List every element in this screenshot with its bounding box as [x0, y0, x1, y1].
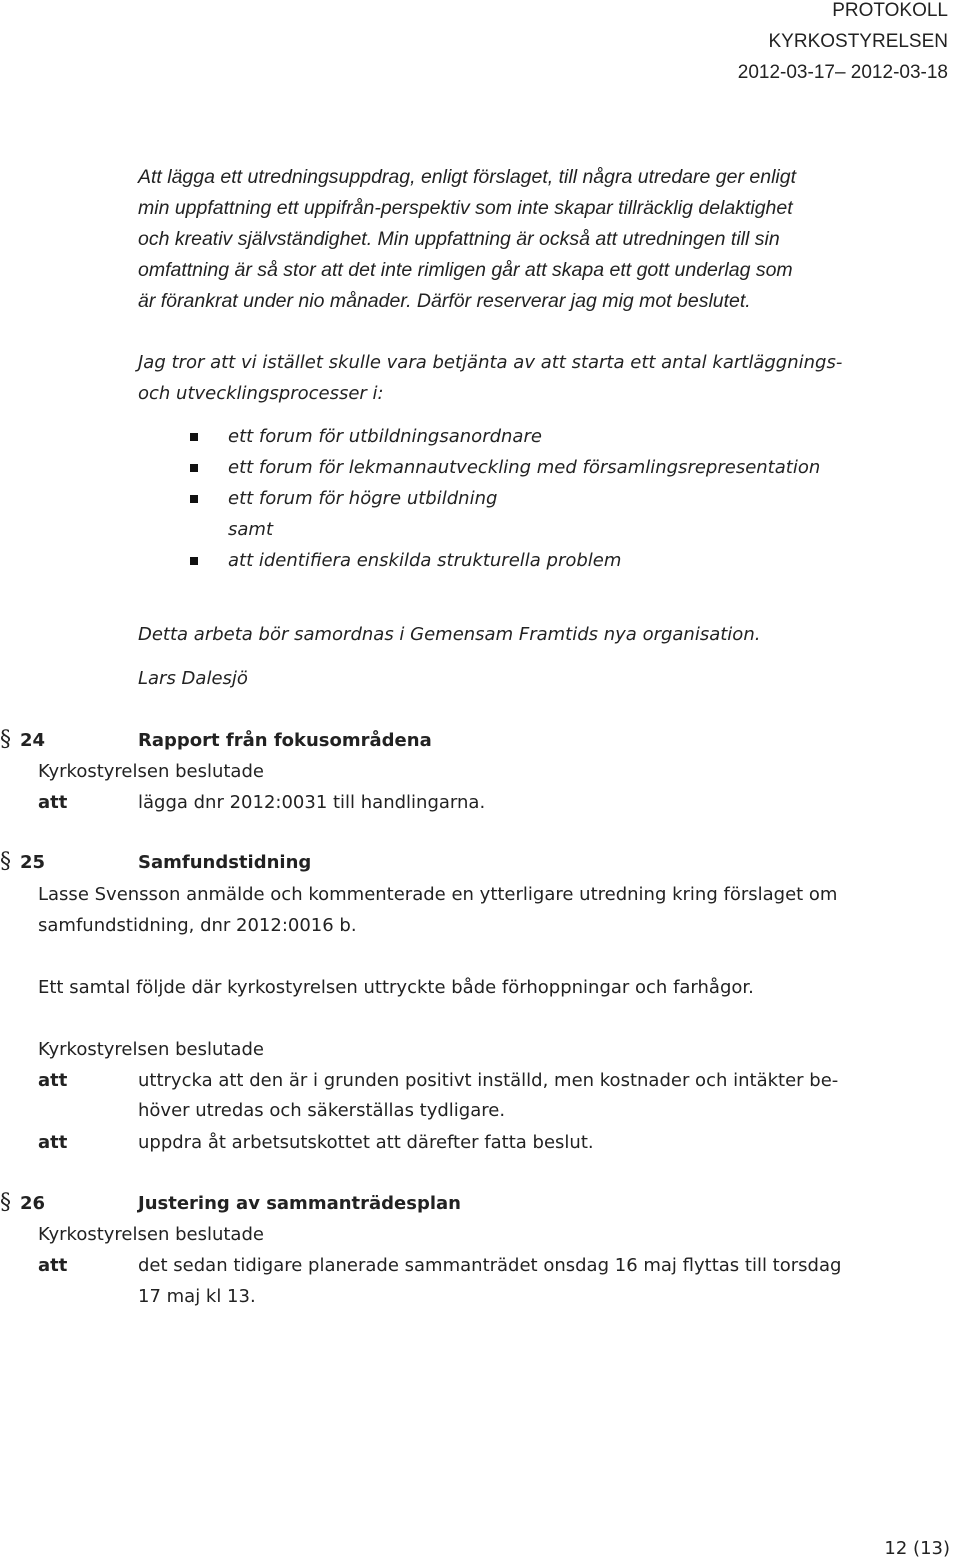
decision-text: 17 maj kl 13.	[138, 1286, 256, 1307]
section-number: 26	[20, 1193, 46, 1214]
reservation-line: och kreativ självständighet. Min uppfattning är också att utredningen till sin	[138, 228, 780, 250]
section-number: 25	[20, 852, 46, 873]
coordination-note: Detta arbeta bör samordnas i Gemensam Framtids nya organisation.	[138, 624, 761, 645]
att-label: att	[38, 1070, 68, 1091]
proposal-line: och utvecklingsprocesser i:	[138, 383, 384, 404]
bullet-marker	[190, 433, 198, 441]
intro-line: samfundstidning, dnr 2012:0016 b.	[38, 915, 357, 936]
section-title: Samfundstidning	[138, 852, 312, 873]
section-symbol: §	[0, 727, 11, 752]
signature: Lars Dalesjö	[138, 668, 248, 689]
bullet-item: ett forum för lekmannautveckling med församlingsrepresentation	[228, 457, 821, 478]
bullet-marker	[190, 557, 198, 565]
reservation-line: är förankrat under nio månader. Därför reserverar jag mig mot beslutet.	[138, 290, 751, 312]
decided-label: Kyrkostyrelsen beslutade	[38, 1039, 264, 1060]
decision-text: höver utredas och säkerställas tydligare.	[138, 1100, 506, 1121]
att-label: att	[38, 792, 68, 813]
reservation-line: Att lägga ett utredningsuppdrag, enligt förslaget, till några utredare ger enligt	[138, 166, 797, 188]
att-label: att	[38, 1255, 68, 1276]
bullet-item: ett forum för utbildningsanordnare	[228, 426, 542, 447]
section-symbol: §	[0, 1190, 11, 1215]
reservation-line: omfattning är så stor att det inte rimligen går att skapa ett gott underlag som	[138, 259, 793, 281]
bullet-item: att identifiera enskilda strukturella problem	[228, 550, 622, 571]
connector-text: samt	[228, 519, 273, 540]
decision-text: uttrycka att den är i grunden positivt inställd, men kostnader och intäkter be-	[138, 1070, 839, 1091]
discussion-text: Ett samtal följde där kyrkostyrelsen uttryckte både förhoppningar och farhågor.	[38, 977, 754, 998]
decided-label: Kyrkostyrelsen beslutade	[38, 1224, 264, 1245]
decision-text: lägga dnr 2012:0031 till handlingarna.	[138, 792, 486, 813]
reservation-line: min uppfattning ett uppifrån-perspektiv som inte skapar tillräcklig delaktighet	[138, 197, 793, 219]
att-label: att	[38, 1132, 68, 1153]
decision-text: uppdra åt arbetsutskottet att därefter fatta beslut.	[138, 1132, 594, 1153]
proposal-line: Jag tror att vi istället skulle vara betjänta av att starta ett antal kartläggnings-	[138, 352, 843, 373]
decided-label: Kyrkostyrelsen beslutade	[38, 761, 264, 782]
decision-text: det sedan tidigare planerade sammanträdet onsdag 16 maj flyttas till torsdag	[138, 1255, 842, 1276]
bullet-marker	[190, 495, 198, 503]
section-number: 24	[20, 730, 46, 751]
section-title: Rapport från fokusområdena	[138, 730, 432, 751]
board-name: KYRKOSTYRELSEN	[768, 31, 948, 52]
document-type: PROTOKOLL	[832, 0, 948, 21]
bullet-marker	[190, 464, 198, 472]
bullet-item: ett forum för högre utbildning	[228, 488, 498, 509]
section-symbol: §	[0, 849, 11, 874]
page-number: 12 (13)	[884, 1538, 950, 1559]
intro-line: Lasse Svensson anmälde och kommenterade en ytterligare utredning kring förslaget om	[38, 884, 838, 905]
meeting-dates: 2012-03-17– 2012-03-18	[737, 62, 948, 83]
section-title: Justering av sammanträdesplan	[138, 1193, 461, 1214]
